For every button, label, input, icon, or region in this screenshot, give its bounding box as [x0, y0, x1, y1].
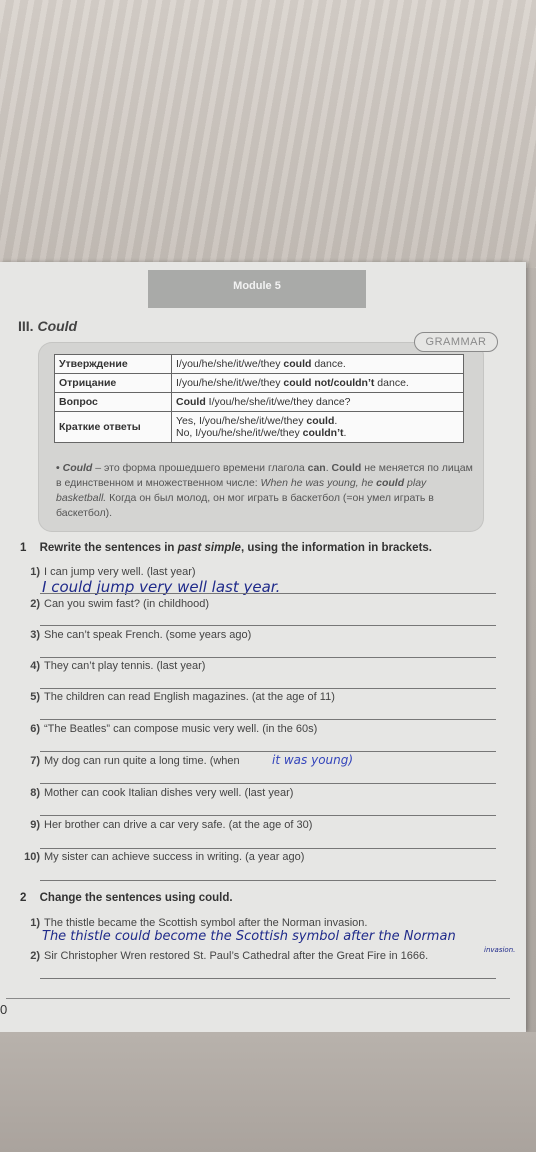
item-number: 2): [30, 950, 40, 962]
item-number: 10): [24, 851, 40, 863]
row-label-question: Вопрос: [55, 393, 172, 412]
answer-line[interactable]: [40, 625, 496, 626]
handwritten-answer-ex2-1-cont: invasion.: [484, 946, 516, 954]
exercise1-item-2: [18, 598, 209, 610]
section-topic: Could: [37, 318, 78, 334]
row-text: I/you/he/she/it/we/they: [176, 377, 284, 389]
answer-line[interactable]: [40, 657, 496, 658]
exercise1-item-3: [18, 629, 251, 641]
grammar-note: [56, 461, 478, 521]
answer-line[interactable]: [40, 978, 496, 979]
note-bullet: •: [56, 462, 60, 474]
note-example: When he was young, he: [260, 477, 377, 489]
row-label-negative: Отрицание: [55, 374, 172, 393]
grammar-badge: GRAMMAR: [414, 332, 498, 352]
row-value-affirmative: [172, 355, 464, 374]
row-bold: could: [283, 358, 312, 370]
exercise2-item-1: [18, 917, 367, 929]
exercise-number: 1: [20, 542, 27, 554]
item-text: Mother can cook Italian dishes very well. (last year): [44, 787, 294, 799]
row-text: I/you/he/she/it/we/they: [176, 358, 284, 370]
exercise2-heading: [20, 892, 233, 904]
item-text: Can you swim fast? (in childhood): [44, 598, 210, 610]
exercise-instruction: Change the sentences using could.: [39, 892, 233, 904]
note-example-bold: could: [376, 477, 405, 489]
item-number: 7): [30, 755, 40, 767]
row-value-question: [172, 393, 464, 412]
item-number: 4): [30, 660, 40, 672]
item-text: “The Beatles” can compose music very well. (in the 60s): [44, 723, 318, 735]
note-text: не меняется по лицам в единственном и множественном числе:: [56, 462, 473, 489]
note-text: .: [325, 462, 332, 474]
grammar-table: [54, 354, 464, 443]
row-value-short-answers: [172, 412, 464, 443]
short-answer-no: [176, 427, 459, 439]
item-text: Sir Christopher Wren restored St. Paul’s Cathedral after the Great Fire in 1666.: [44, 950, 429, 962]
table-row: [55, 393, 464, 412]
exercise-instruction: Rewrite the sentences in: [39, 542, 178, 554]
exercise1-item-5: [18, 691, 335, 703]
exercise1-heading: [20, 542, 432, 554]
exercise-number: 2: [20, 892, 27, 904]
table-row: [55, 412, 464, 443]
answer-line[interactable]: [40, 593, 496, 594]
short-answer-yes: [176, 415, 459, 427]
item-number: 1): [30, 566, 40, 578]
answer-line[interactable]: [40, 815, 496, 816]
item-number: 3): [30, 629, 40, 641]
row-text: I/you/he/she/it/we/they dance?: [205, 396, 351, 408]
row-text: No, I/you/he/she/it/we/they: [176, 427, 303, 439]
row-text: .: [334, 415, 338, 427]
section-number: III.: [18, 318, 34, 334]
row-label-short-answers: Краткие ответы: [55, 412, 172, 443]
table-surface: [0, 1032, 536, 1152]
item-text: Her brother can drive a car very safe. (at the age of 30): [44, 819, 313, 831]
exercise1-item-6: [18, 723, 317, 735]
row-bold: could: [306, 415, 335, 427]
row-text: dance.: [374, 377, 409, 389]
table-row: [55, 374, 464, 393]
exercise-instruction-italic: past simple: [177, 542, 241, 554]
row-text: .: [343, 427, 347, 439]
answer-line[interactable]: [40, 751, 496, 752]
row-bold: couldn’t: [302, 427, 344, 439]
handwritten-answer-ex2-1: The thistle could become the Scottish symbol after the Norman: [42, 929, 456, 944]
page-number: 0: [0, 1002, 8, 1017]
exercise2-item-2: [18, 950, 428, 962]
item-text: I can jump very well. (last year): [44, 566, 196, 578]
item-number: 5): [30, 691, 40, 703]
answer-line[interactable]: [40, 783, 496, 784]
answer-line[interactable]: [40, 848, 496, 849]
item-number: 9): [30, 819, 40, 831]
item-number: 6): [30, 723, 40, 735]
handwritten-fill-7: it was young): [272, 753, 354, 767]
wooden-surface: [0, 0, 536, 268]
item-number: 1): [30, 917, 40, 929]
row-bold: Could: [176, 396, 206, 408]
exercise1-item-4: [18, 660, 205, 672]
item-text: She can’t speak French. (some years ago): [44, 629, 252, 641]
exercise-instruction: , using the information in brackets.: [240, 542, 432, 554]
item-number: 8): [30, 787, 40, 799]
answer-line[interactable]: [40, 688, 496, 689]
exercise1-item-10: [18, 851, 304, 863]
row-text: Yes, I/you/he/she/it/we/they: [176, 415, 307, 427]
exercise1-item-9: [18, 819, 312, 831]
item-text: My dog can run quite a long time. (when: [44, 755, 240, 767]
row-bold: could not/couldn’t: [283, 377, 375, 389]
note-text: Когда он был молод, он мог играть в баскетбол (=он умел играть в баскетбол).: [56, 492, 434, 519]
row-value-negative: [172, 374, 464, 393]
table-row: [55, 355, 464, 374]
handwritten-answer-1: I could jump very well last year.: [42, 578, 281, 596]
note-example: play basketball.: [56, 477, 427, 504]
note-keyword: Could: [62, 462, 93, 474]
note-text: – это форма прошедшего времени глагола: [92, 462, 308, 474]
module-label: Module 5: [233, 280, 281, 292]
item-text: They can’t play tennis. (last year): [44, 660, 206, 672]
item-text: The thistle became the Scottish symbol after the Norman invasion.: [44, 917, 368, 929]
section-title: [18, 318, 77, 334]
exercise1-item-8: [18, 787, 293, 799]
row-text: dance.: [311, 358, 346, 370]
answer-line[interactable]: [40, 880, 496, 881]
exercise1-item-1: [18, 566, 196, 578]
page-bottom-rule: [6, 998, 510, 999]
answer-line[interactable]: [40, 719, 496, 720]
row-label-affirmative: Утверждение: [55, 355, 172, 374]
exercise1-item-7: [18, 755, 240, 767]
note-keyword: Could: [331, 462, 362, 474]
item-text: The children can read English magazines. (at the age of 11): [44, 691, 335, 703]
item-text: My sister can achieve success in writing. (a year ago): [44, 851, 305, 863]
note-keyword: can: [307, 462, 326, 474]
item-number: 2): [30, 598, 40, 610]
